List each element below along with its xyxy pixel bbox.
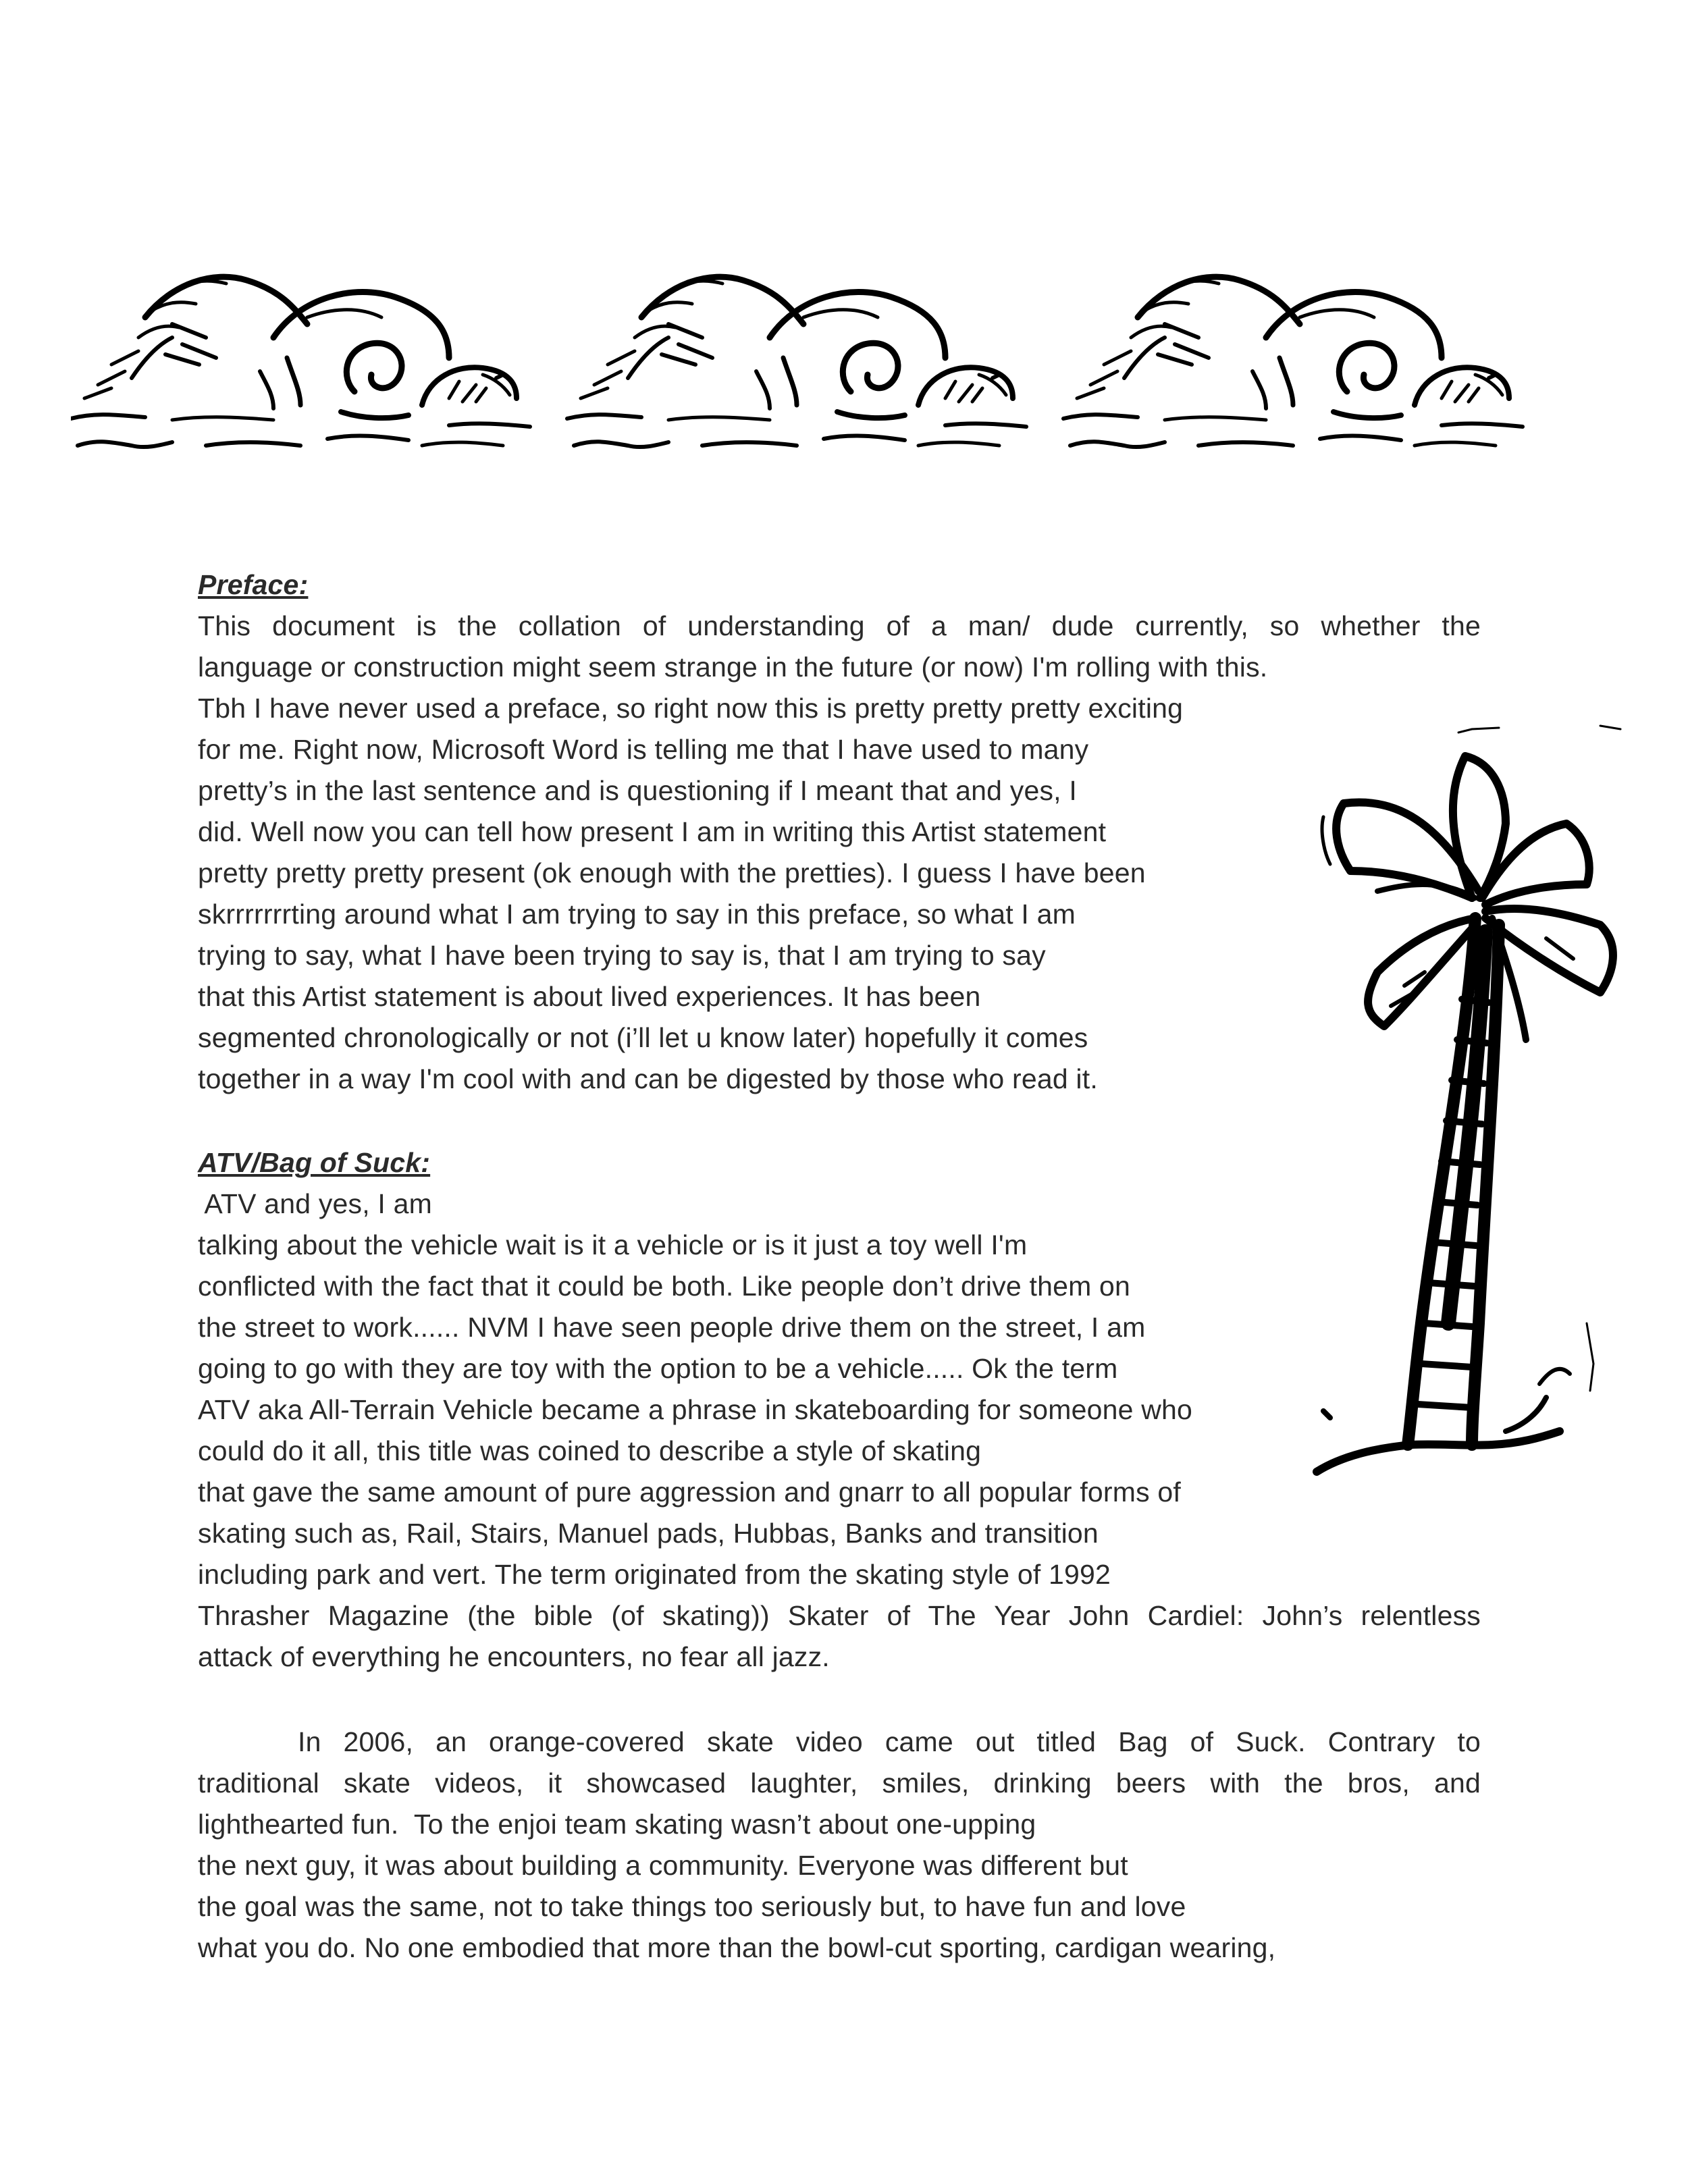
preface-section	[198, 564, 1481, 1100]
atv-line: Thrasher Magazine (the bible (of skating)) Skater of The Year John Cardiel: John’s relentless	[198, 1600, 1481, 1631]
bag-of-suck-line: the goal was the same, not to take things too seriously but, to have fun and love	[198, 1891, 1186, 1922]
preface-heading: Preface:	[198, 569, 309, 600]
atv-heading: ATV/Bag of Suck:	[198, 1147, 431, 1178]
atv-line: could do it all, this title was coined to describe a style of skating	[198, 1435, 982, 1466]
bag-of-suck-line: what you do. No one embodied that more than the bowl-cut sporting, cardigan wearing,	[198, 1932, 1276, 1963]
bag-of-suck-line-text: In 2006, an orange-covered skate video came out titled Bag of Suck. Contrary to	[298, 1726, 1481, 1757]
bag-of-suck-paragraph	[198, 1722, 1481, 1969]
preface-line: This document is the collation of understanding of a man/ dude currently, so whether the	[198, 610, 1481, 641]
atv-section	[198, 1142, 1481, 1678]
preface-line: pretty pretty pretty present (ok enough with the pretties). I guess I have been	[198, 857, 1146, 888]
atv-line: that gave the same amount of pure aggression and gnarr to all popular forms of	[198, 1476, 1182, 1508]
preface-line: language or construction might seem strange in the future (or now) I'm rolling with this.	[198, 651, 1268, 683]
preface-line: together in a way I'm cool with and can be digested by those who read it.	[198, 1063, 1098, 1094]
preface-line: trying to say, what I have been trying to say is, that I am trying to say	[198, 940, 1046, 971]
preface-line: Tbh I have never used a preface, so right now this is pretty pretty pretty exciting	[198, 693, 1184, 724]
bag-of-suck-line	[198, 1722, 1481, 1763]
bag-of-suck-line: the next guy, it was about building a community. Everyone was different but	[198, 1850, 1128, 1881]
atv-line: going to go with they are toy with the option to be a vehicle..... Ok the term	[198, 1353, 1118, 1384]
atv-line: the street to work...... NVM I have seen people drive them on the street, I am	[198, 1312, 1146, 1343]
bag-of-suck-line: traditional skate videos, it showcased laughter, smiles, drinking beers with the bros, and	[198, 1767, 1481, 1799]
atv-line: ATV and yes, I am	[198, 1188, 432, 1219]
preface-line: segmented chronologically or not (i’ll let u know later) hopefully it comes	[198, 1022, 1088, 1053]
preface-line: pretty’s in the last sentence and is questioning if I meant that and yes, I	[198, 775, 1077, 806]
preface-line: for me. Right now, Microsoft Word is telling me that I have used to many	[198, 734, 1089, 765]
atv-line: ATV aka All-Terrain Vehicle became a phrase in skateboarding for someone who	[198, 1394, 1193, 1425]
atv-line: skating such as, Rail, Stairs, Manuel pads, Hubbas, Banks and transition	[198, 1518, 1099, 1549]
preface-line: skrrrrrrrting around what I am trying to say in this preface, so what I am	[198, 899, 1076, 930]
atv-line: attack of everything he encounters, no fear all jazz.	[198, 1641, 830, 1672]
preface-line: did. Well now you can tell how present I am in writing this Artist statement	[198, 816, 1107, 847]
bag-of-suck-line: lighthearted fun. To the enjoi team skating wasn’t about one-upping	[198, 1809, 1036, 1840]
preface-line: that this Artist statement is about lived experiences. It has been	[198, 981, 981, 1012]
wave-border-illustration	[71, 243, 1577, 466]
atv-line: including park and vert. The term originated from the skating style of 1992	[198, 1559, 1111, 1590]
atv-line: conflicted with the fact that it could be both. Like people don’t drive them on	[198, 1271, 1131, 1302]
atv-line: talking about the vehicle wait is it a vehicle or is it just a toy well I'm	[198, 1229, 1028, 1260]
